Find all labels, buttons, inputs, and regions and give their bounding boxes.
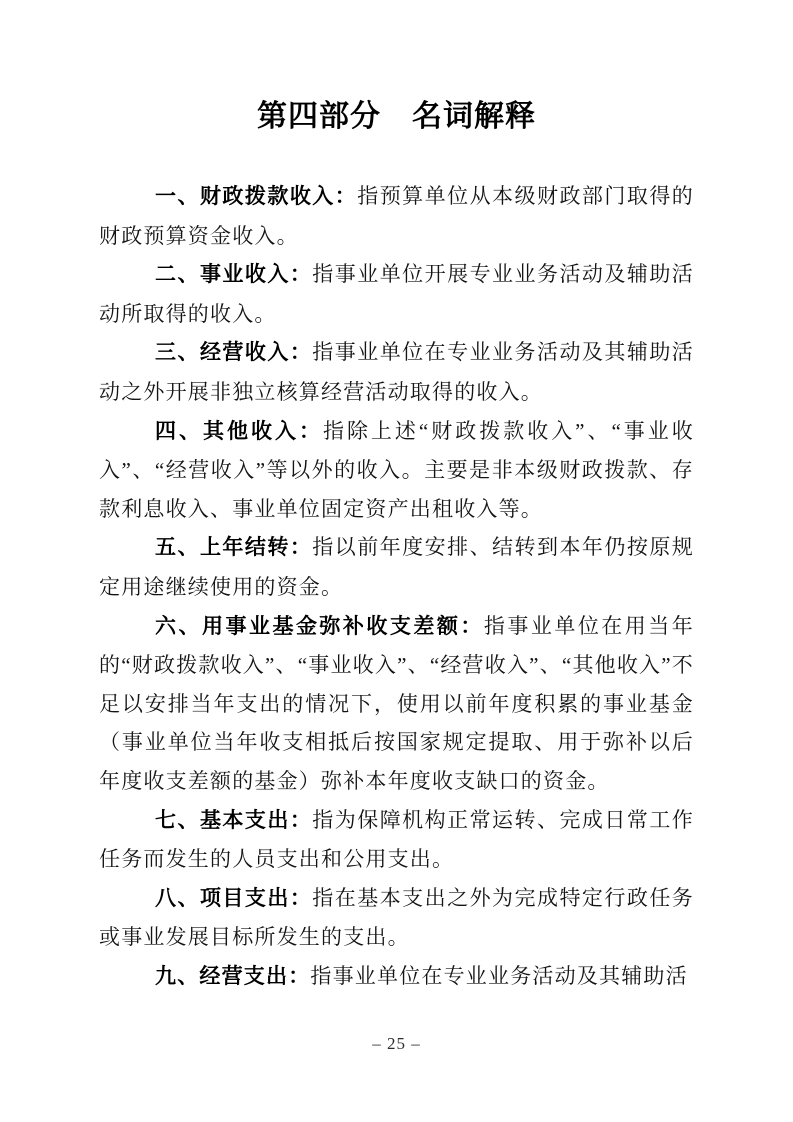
- glossary-paragraph-1: [99, 177, 694, 255]
- page-number: – 25 –: [372, 1034, 421, 1053]
- term-definition: 指为保障机构正常运转、完成日常工作任务而发生的人员支出和公用支出。: [99, 807, 694, 872]
- glossary-paragraph-3: [99, 333, 694, 411]
- term-definition: 指在基本支出之外为完成特定行政任务或事业发展目标所发生的支出。: [99, 885, 694, 950]
- term-label: 六、用事业基金弥补收支差额：: [155, 614, 484, 638]
- term-definition: 指事业单位在专业业务活动及其辅助活: [310, 963, 688, 988]
- glossary-body: [99, 177, 694, 996]
- glossary-paragraph-4: [99, 412, 694, 529]
- glossary-paragraph-7: [99, 801, 694, 879]
- page-footer: [0, 1034, 793, 1054]
- glossary-paragraph-8: [99, 879, 694, 957]
- term-label: 一、财政拨款收入：: [155, 185, 358, 208]
- term-label: 五、上年结转：: [155, 536, 313, 560]
- term-label: 八、项目支出：: [155, 886, 313, 910]
- term-label: 三、经营收入：: [155, 341, 313, 365]
- glossary-paragraph-9: [99, 957, 694, 997]
- glossary-paragraph-2: [99, 255, 694, 333]
- term-label: 四、其他收入：: [155, 419, 323, 443]
- term-label: 九、经营支出：: [155, 964, 311, 988]
- term-label: 二、事业收入：: [155, 263, 313, 287]
- glossary-paragraph-5: [99, 528, 694, 606]
- glossary-paragraph-6: [99, 607, 694, 801]
- term-definition: 指除上述“财政拨款收入”、“事业收入”、“经营收入”等以外的收入。主要是非本级财政拨款、存款利息收入、事业单位固定资产出租收入等。: [99, 418, 694, 521]
- term-definition: 指事业单位在专业业务活动及其辅助活动之外开展非独立核算经营活动取得的收入。: [99, 340, 694, 404]
- term-label: 七、基本支出：: [155, 808, 313, 832]
- term-definition: 指事业单位开展专业业务活动及辅助活动所取得的收入。: [99, 262, 694, 326]
- term-definition: 指事业单位在用当年的“财政拨款收入”、“事业收入”、“经营收入”、“其他收入”不足以安排当年支出的情况下，使用以前年度积累的事业基金（事业单位当年收支相抵后按国家规定提取、用于弥补以后年度收支差额的基金）弥补本年度收支缺口的资金。: [99, 613, 694, 793]
- term-definition: 指预算单位从本级财政部门取得的财政预算资金收入。: [99, 184, 694, 248]
- page-title: 第四部分 名词解释: [257, 100, 536, 133]
- term-definition: 指以前年度安排、结转到本年仍按原规定用途继续使用的资金。: [99, 535, 694, 599]
